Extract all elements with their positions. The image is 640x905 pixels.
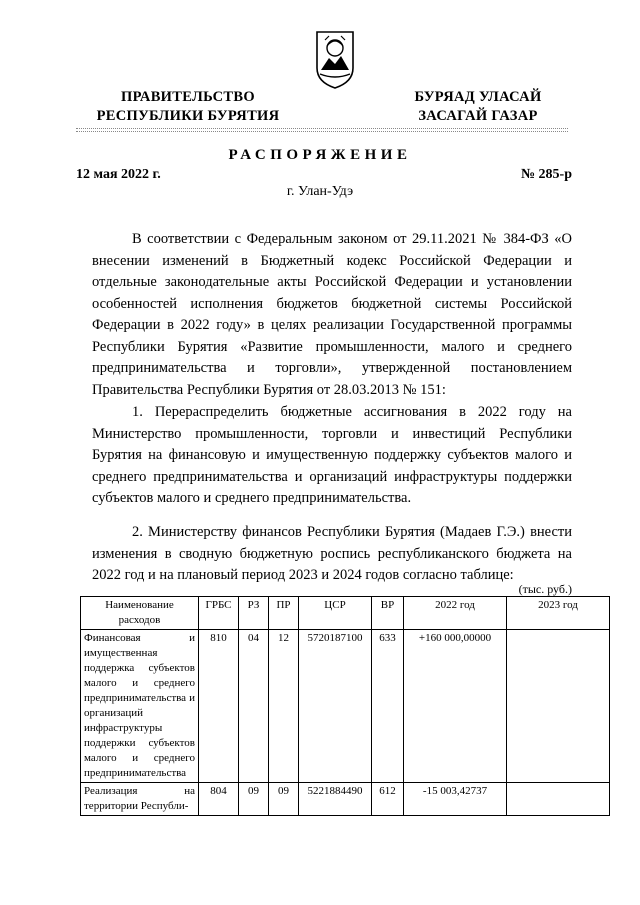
table-row <box>81 630 610 783</box>
header-divider-second <box>76 131 568 132</box>
col-header-name: Наименование расходов <box>81 597 199 630</box>
col-header-vr: ВР <box>372 597 404 630</box>
cell-2023 <box>507 783 610 816</box>
cell-2023 <box>507 630 610 783</box>
coat-of-arms-emblem <box>311 28 359 90</box>
cell-grbs: 810 <box>199 630 239 783</box>
cell-grbs: 804 <box>199 783 239 816</box>
col-header-pr: ПР <box>269 597 299 630</box>
table-row <box>81 783 610 816</box>
document-title: РАСПОРЯЖЕНИЕ <box>228 147 412 163</box>
col-header-grbs: ГРБС <box>199 597 239 630</box>
cell-name: Реализация на территории Республи- <box>81 783 199 816</box>
paragraph-preamble: В соответствии с Федеральным законом от 29.11.2021 № 384-ФЗ «О внесении изменений в Бюджетный кодекс Российской Федерации и отдельные законодательные акты Российской Федерации и установлении особенностей исполнения бюджетов бюджетной системы Российской Федерации в 2022 году» в целях реализации Государственной программы Республики Бурятия «Развитие промышленности, малого и среднего предпринимательства и торговли», утвержденной постановлением Правительства Республики Бурятия от 28.03.2013 № 151: <box>92 231 572 398</box>
header-left-line1: ПРАВИТЕЛЬСТВО <box>121 89 255 105</box>
cell-rz: 04 <box>239 630 269 783</box>
budget-table <box>80 596 610 816</box>
header-divider <box>76 128 568 129</box>
col-header-rz: РЗ <box>239 597 269 630</box>
cell-vr: 633 <box>372 630 404 783</box>
document-number: № 285-р <box>520 167 572 182</box>
col-header-2022: 2022 год <box>404 597 507 630</box>
cell-rz: 09 <box>239 783 269 816</box>
table-units: (тыс. руб.) <box>518 582 572 596</box>
paragraph-item-2: 2. Министерству финансов Республики Бурятия (Мадаев Г.Э.) внести изменения в сводную бюджетную роспись республиканского бюджета на 2022 год и на плановый период 2023 и 2024 годов согласно таблице: <box>92 524 572 583</box>
header-right-line2: ЗАСАГАЙ ГАЗАР <box>418 108 538 124</box>
government-name-russian <box>88 88 288 126</box>
cell-pr: 09 <box>269 783 299 816</box>
table-header-row <box>81 597 610 630</box>
col-header-2023: 2023 год <box>507 597 610 630</box>
cell-vr: 612 <box>372 783 404 816</box>
paragraph-item-1: 1. Перераспределить бюджетные ассигнования в 2022 году на Министерство промышленности, торговли и инвестиций Республики Бурятия на финансовую и имущественную поддержку субъектов малого и среднего предпринимательства и организаций инфраструктуры поддержки субъектов малого и среднего предпринимательства. <box>92 404 572 506</box>
cell-2022: +160 000,00000 <box>404 630 507 783</box>
document-date: 12 мая 2022 г. <box>76 167 161 182</box>
government-name-buryat <box>388 88 568 126</box>
header-left-line2: РЕСПУБЛИКИ БУРЯТИЯ <box>96 108 280 124</box>
cell-2022: -15 003,42737 <box>404 783 507 816</box>
document-city: г. Улан-Удэ <box>286 184 354 199</box>
header-right-line1: БУРЯАД УЛАСАЙ <box>414 89 542 105</box>
cell-pr: 12 <box>269 630 299 783</box>
col-header-csr: ЦСР <box>299 597 372 630</box>
cell-name: Финансовая и имущественная поддержка субъектов малого и среднего предпринимательства и организаций инфраструктуры поддержки субъектов малого и среднего предпринимательства <box>81 630 199 783</box>
cell-csr: 5720187100 <box>299 630 372 783</box>
cell-csr: 5221884490 <box>299 783 372 816</box>
